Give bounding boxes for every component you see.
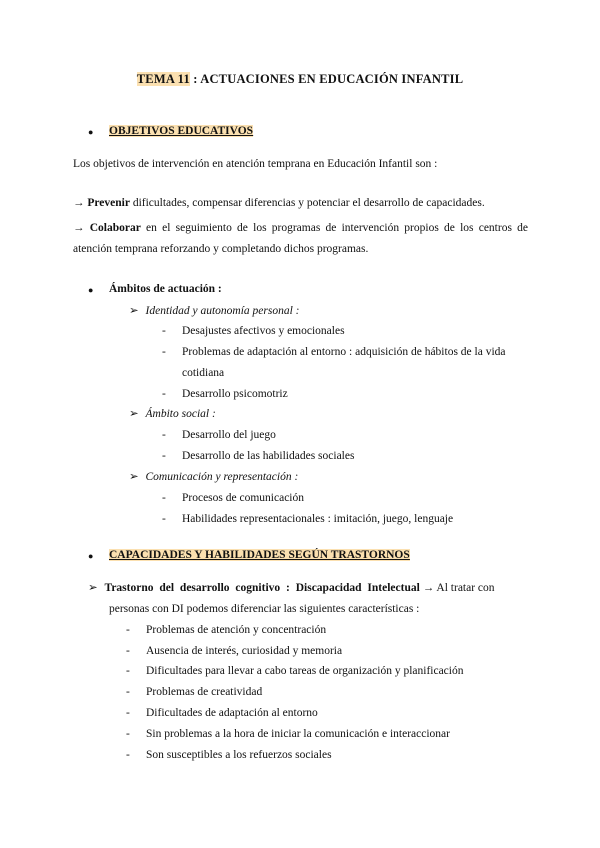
ambitos-heading: Ámbitos de actuación : — [109, 283, 222, 295]
list-item: - Desarrollo del juego — [162, 429, 276, 441]
trastorno-text: Al tratar con — [434, 582, 495, 594]
arrowhead-icon: ➢ — [129, 471, 139, 483]
objective-text: dificultades, compensar diferencias y potenciar el desarrollo de capacidades. — [129, 197, 485, 209]
ambito-group-social — [129, 407, 216, 421]
arrowhead-icon: ➢ — [88, 582, 98, 594]
list-item: - Dificultades para llevar a cabo tareas de organización y planificación — [126, 665, 464, 677]
section1-intro: Los objetivos de intervención en atención temprana en Educación Infantil son : — [73, 158, 438, 170]
group-title: Comunicación y representación : — [145, 471, 299, 483]
list-item: - Problemas de creatividad — [126, 686, 263, 698]
list-item: - Problemas de atención y concentración — [126, 624, 327, 636]
ambito-group-comunicacion — [129, 470, 298, 484]
trastorno-line-1 — [88, 581, 528, 595]
list-item: - Desarrollo de las habilidades sociales — [162, 450, 355, 462]
group-title: Ámbito social : — [145, 408, 216, 420]
ambitos-bullet: ● — [88, 285, 94, 295]
list-item: - Procesos de comunicación — [162, 492, 304, 504]
group-title: Identidad y autonomía personal : — [145, 305, 300, 317]
trastorno-line-2: personas con DI podemos diferenciar las siguientes características : — [109, 603, 420, 615]
section2-heading: CAPACIDADES Y HABILIDADES SEGÚN TRASTORNOS — [109, 549, 410, 561]
section1-bullet: ● — [88, 127, 94, 137]
list-item: - Dificultades de adaptación al entorno — [126, 707, 318, 719]
list-item: - Problemas de adaptación al entorno : adquisición de hábitos de la vida — [162, 346, 506, 358]
list-item: - Ausencia de interés, curiosidad y memoria — [126, 645, 343, 657]
arrow-icon: → — [73, 197, 85, 209]
list-item: - Son susceptibles a los refuerzos sociales — [126, 749, 332, 761]
section1-heading: OBJETIVOS EDUCATIVOS — [109, 125, 254, 137]
title-text: : ACTUACIONES EN EDUCACIÓN INFANTIL — [189, 72, 464, 86]
objective-colaborar — [73, 218, 528, 260]
objective-verb: Colaborar — [89, 222, 141, 234]
document-title — [0, 72, 600, 88]
arrowhead-icon: ➢ — [129, 305, 139, 317]
arrow-icon: → — [422, 582, 435, 594]
arrowhead-icon: ➢ — [129, 408, 139, 420]
list-item: - Desajustes afectivos y emocionales — [162, 325, 345, 337]
arrow-icon: → — [73, 222, 85, 234]
trastorno-title: Trastorno del desarrollo cognitivo : Discapacidad Intelectual — [104, 582, 420, 594]
objective-text: en el seguimiento de los programas de intervención propios de los centros de atención temprana reforzando y completando dichos programas. — [73, 222, 528, 255]
list-item: - Sin problemas a la hora de iniciar la comunicación e interaccionar — [126, 728, 450, 740]
section2-bullet: ● — [88, 551, 94, 561]
list-item: - Habilidades representacionales : imitación, juego, lenguaje — [162, 513, 454, 525]
list-item: - Desarrollo psicomotriz — [162, 388, 288, 400]
list-item-continuation: cotidiana — [182, 367, 225, 379]
objective-verb: Prevenir — [87, 197, 130, 209]
ambito-group-identidad — [129, 304, 299, 318]
objective-prevenir — [73, 196, 485, 210]
title-topic-number: TEMA 11 — [136, 72, 190, 86]
